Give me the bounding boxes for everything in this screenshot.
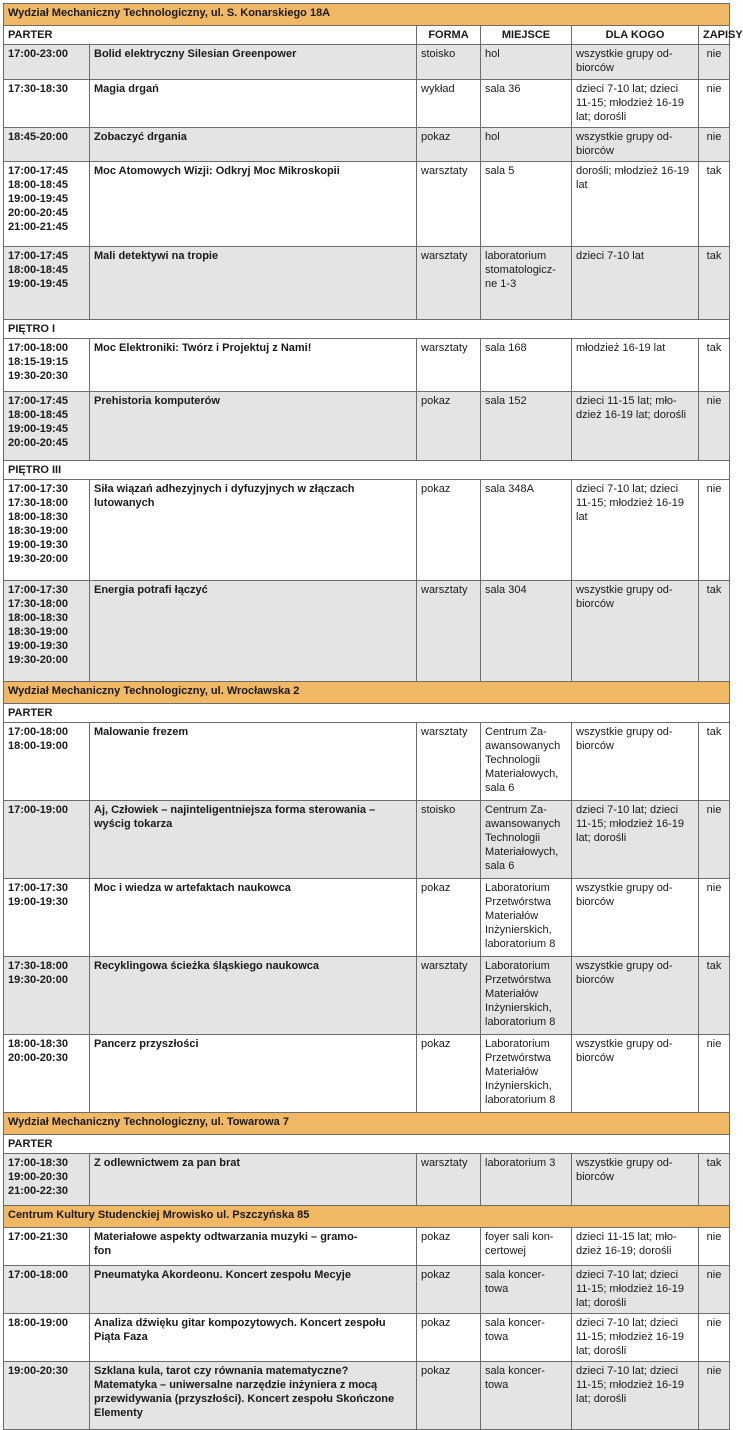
event-place: sala 348A bbox=[481, 480, 572, 581]
floor-header bbox=[4, 320, 730, 339]
event-place: laboratorium stomatologicz- ne 1-3 bbox=[481, 247, 572, 320]
event-row bbox=[4, 480, 730, 581]
event-title: Bolid elektryczny Silesian Greenpower bbox=[90, 45, 417, 80]
event-audience: młodzież 16-19 lat bbox=[572, 339, 699, 392]
section-header bbox=[4, 682, 730, 704]
event-audience: wszystkie grupy od- biorców bbox=[572, 45, 699, 80]
event-place: hol bbox=[481, 45, 572, 80]
event-audience: dzieci 7-10 lat; dzieci 11-15; młodzież 16-19 lat; dorośli bbox=[572, 80, 699, 128]
section-header bbox=[4, 1206, 730, 1228]
event-place: Centrum Za- awansowanych Technologii Materiałowych, sala 6 bbox=[481, 801, 572, 879]
floor-header bbox=[4, 704, 730, 723]
floor-title: PARTER bbox=[4, 704, 730, 723]
event-place: Centrum Za- awansowanych Technologii Materiałowych, sala 6 bbox=[481, 723, 572, 801]
event-audience: wszystkie grupy od- biorców bbox=[572, 1154, 699, 1206]
event-registration: tak bbox=[699, 162, 730, 247]
floor-title: PARTER bbox=[4, 26, 417, 45]
event-title: Zobaczyć drgania bbox=[90, 128, 417, 162]
event-form: pokaz bbox=[417, 1035, 481, 1113]
event-form: stoisko bbox=[417, 801, 481, 879]
event-title: Moc Elektroniki: Twórz i Projektuj z Nami! bbox=[90, 339, 417, 392]
event-title: Materiałowe aspekty odtwarzania muzyki – gramo- fon bbox=[90, 1228, 417, 1266]
column-header-registration: ZAPISY bbox=[699, 26, 730, 45]
event-row bbox=[4, 1314, 730, 1362]
section-header bbox=[4, 1113, 730, 1135]
event-form: warsztaty bbox=[417, 1154, 481, 1206]
event-title: Pneumatyka Akordeonu. Koncert zespołu Mecyje bbox=[90, 1266, 417, 1314]
event-time: 18:00-19:00 bbox=[4, 1314, 90, 1362]
floor-title: PARTER bbox=[4, 1135, 730, 1154]
event-title: Moc i wiedza w artefaktach naukowca bbox=[90, 879, 417, 957]
section-title: Wydział Mechaniczny Technologiczny, ul. Wrocławska 2 bbox=[4, 682, 730, 704]
event-audience: wszystkie grupy od- biorców bbox=[572, 879, 699, 957]
event-audience: dorośli; młodzież 16-19 lat bbox=[572, 162, 699, 247]
event-row bbox=[4, 247, 730, 320]
event-title: Mali detektywi na tropie bbox=[90, 247, 417, 320]
floor-title: PIĘTRO III bbox=[4, 461, 730, 480]
event-registration: nie bbox=[699, 80, 730, 128]
event-time: 17:30-18:00 19:30-20:00 bbox=[4, 957, 90, 1035]
event-place: hol bbox=[481, 128, 572, 162]
event-registration: nie bbox=[699, 801, 730, 879]
event-form: pokaz bbox=[417, 1314, 481, 1362]
event-audience: wszystkie grupy od- biorców bbox=[572, 957, 699, 1035]
event-form: pokaz bbox=[417, 128, 481, 162]
event-registration: tak bbox=[699, 1154, 730, 1206]
event-place: sala 152 bbox=[481, 392, 572, 461]
event-row bbox=[4, 1266, 730, 1314]
event-time: 17:00-17:45 18:00-18:45 19:00-19:45 20:00-20:45 bbox=[4, 392, 90, 461]
event-form: stoisko bbox=[417, 45, 481, 80]
event-time: 17:00-17:30 17:30-18:00 18:00-18:30 18:30-19:00 19:00-19:30 19:30-20:00 bbox=[4, 480, 90, 581]
event-row bbox=[4, 1035, 730, 1113]
event-form: warsztaty bbox=[417, 723, 481, 801]
event-audience: dzieci 7-10 lat; dzieci 11-15; młodzież 16-19 lat; dorośli bbox=[572, 1314, 699, 1362]
event-row bbox=[4, 339, 730, 392]
event-form: warsztaty bbox=[417, 581, 481, 682]
event-title: Magia drgań bbox=[90, 80, 417, 128]
event-place: sala 168 bbox=[481, 339, 572, 392]
event-row bbox=[4, 1362, 730, 1430]
event-audience: dzieci 7-10 lat; dzieci 11-15; młodzież 16-19 lat bbox=[572, 480, 699, 581]
event-row bbox=[4, 879, 730, 957]
event-row bbox=[4, 1154, 730, 1206]
event-title: Moc Atomowych Wizji: Odkryj Moc Mikroskopii bbox=[90, 162, 417, 247]
column-header-place: MIEJSCE bbox=[481, 26, 572, 45]
event-form: wykład bbox=[417, 80, 481, 128]
event-title: Energia potrafi łączyć bbox=[90, 581, 417, 682]
event-place: Laboratorium Przetwórstwa Materiałów Inżynierskich, laboratorium 8 bbox=[481, 879, 572, 957]
event-row bbox=[4, 392, 730, 461]
event-row bbox=[4, 1228, 730, 1266]
event-registration: nie bbox=[699, 1266, 730, 1314]
floor-header bbox=[4, 461, 730, 480]
event-time: 17:00-18:00 18:00-19:00 bbox=[4, 723, 90, 801]
event-row bbox=[4, 162, 730, 247]
event-row bbox=[4, 128, 730, 162]
event-audience: dzieci 11-15 lat; mło- dzież 16-19; dorośli bbox=[572, 1228, 699, 1266]
event-registration: nie bbox=[699, 879, 730, 957]
floor-header bbox=[4, 26, 730, 45]
event-title: Pancerz przyszłości bbox=[90, 1035, 417, 1113]
event-registration: nie bbox=[699, 480, 730, 581]
event-audience: wszystkie grupy od- biorców bbox=[572, 1035, 699, 1113]
event-registration: nie bbox=[699, 392, 730, 461]
event-audience: dzieci 7-10 lat; dzieci 11-15; młodzież 16-19 lat; dorośli bbox=[572, 1362, 699, 1430]
event-place: sala 36 bbox=[481, 80, 572, 128]
event-form: pokaz bbox=[417, 392, 481, 461]
event-row bbox=[4, 45, 730, 80]
schedule-body bbox=[4, 4, 743, 1430]
event-registration: nie bbox=[699, 1035, 730, 1113]
event-registration: tak bbox=[699, 247, 730, 320]
event-title: Prehistoria komputerów bbox=[90, 392, 417, 461]
section-title: Wydział Mechaniczny Technologiczny, ul. S. Konarskiego 18A bbox=[4, 4, 730, 26]
event-time: 17:00-18:00 18:15-19:15 19:30-20:30 bbox=[4, 339, 90, 392]
event-audience: dzieci 7-10 lat; dzieci 11-15; młodzież 16-19 lat; dorośli bbox=[572, 801, 699, 879]
event-registration: nie bbox=[699, 1362, 730, 1430]
event-place: Laboratorium Przetwórstwa Materiałów Inżynierskich, laboratorium 8 bbox=[481, 1035, 572, 1113]
event-time: 17:00-23:00 bbox=[4, 45, 90, 80]
event-time: 17:00-21:30 bbox=[4, 1228, 90, 1266]
event-title: Analiza dźwięku gitar kompozytowych. Koncert zespołu Piąta Faza bbox=[90, 1314, 417, 1362]
event-audience: dzieci 7-10 lat; dzieci 11-15; młodzież 16-19 lat; dorośli bbox=[572, 1266, 699, 1314]
event-row bbox=[4, 581, 730, 682]
event-registration: nie bbox=[699, 128, 730, 162]
event-time: 17:00-17:45 18:00-18:45 19:00-19:45 bbox=[4, 247, 90, 320]
event-time: 17:00-17:45 18:00-18:45 19:00-19:45 20:00-20:45 21:00-21:45 bbox=[4, 162, 90, 247]
event-time: 17:00-17:30 17:30-18:00 18:00-18:30 18:30-19:00 19:00-19:30 19:30-20:00 bbox=[4, 581, 90, 682]
event-time: 17:00-19:00 bbox=[4, 801, 90, 879]
event-audience: wszystkie grupy od- biorców bbox=[572, 723, 699, 801]
event-title: Z odlewnictwem za pan brat bbox=[90, 1154, 417, 1206]
event-registration: tak bbox=[699, 957, 730, 1035]
event-title: Recyklingowa ścieżka śląskiego naukowca bbox=[90, 957, 417, 1035]
event-audience: dzieci 7-10 lat bbox=[572, 247, 699, 320]
event-time: 17:00-18:30 19:00-20:30 21:00-22:30 bbox=[4, 1154, 90, 1206]
event-place: laboratorium 3 bbox=[481, 1154, 572, 1206]
event-form: warsztaty bbox=[417, 162, 481, 247]
event-time: 17:00-17:30 19:00-19:30 bbox=[4, 879, 90, 957]
event-form: pokaz bbox=[417, 480, 481, 581]
event-form: pokaz bbox=[417, 1266, 481, 1314]
event-registration: nie bbox=[699, 1228, 730, 1266]
event-title: Szklana kula, tarot czy równania matematyczne? Matematyka – uniwersalne narzędzie inżyniera z mocą przewidywania (przyszłości). Koncert zespołu Skończone Elementy bbox=[90, 1362, 417, 1430]
event-row bbox=[4, 957, 730, 1035]
section-title: Wydział Mechaniczny Technologiczny, ul. Towarowa 7 bbox=[4, 1113, 730, 1135]
event-place: sala koncer- towa bbox=[481, 1314, 572, 1362]
section-title: Centrum Kultury Studenckiej Mrowisko ul. Pszczyńska 85 bbox=[4, 1206, 730, 1228]
event-time: 17:00-18:00 bbox=[4, 1266, 90, 1314]
event-registration: tak bbox=[699, 723, 730, 801]
event-form: warsztaty bbox=[417, 957, 481, 1035]
event-time: 17:30-18:30 bbox=[4, 80, 90, 128]
event-registration: tak bbox=[699, 581, 730, 682]
floor-title: PIĘTRO I bbox=[4, 320, 730, 339]
event-registration: nie bbox=[699, 1314, 730, 1362]
event-place: sala 304 bbox=[481, 581, 572, 682]
event-time: 19:00-20:30 bbox=[4, 1362, 90, 1430]
schedule-table bbox=[3, 3, 743, 1430]
column-header-form: FORMA bbox=[417, 26, 481, 45]
column-header-audience: DLA KOGO bbox=[572, 26, 699, 45]
event-form: pokaz bbox=[417, 1362, 481, 1430]
event-form: warsztaty bbox=[417, 339, 481, 392]
event-form: warsztaty bbox=[417, 247, 481, 320]
section-header bbox=[4, 4, 730, 26]
event-place: Laboratorium Przetwórstwa Materiałów Inżynierskich, laboratorium 8 bbox=[481, 957, 572, 1035]
floor-header bbox=[4, 1135, 730, 1154]
event-title: Malowanie frezem bbox=[90, 723, 417, 801]
event-audience: wszystkie grupy od- biorców bbox=[572, 128, 699, 162]
event-place: sala koncer- towa bbox=[481, 1266, 572, 1314]
event-registration: tak bbox=[699, 339, 730, 392]
event-place: sala koncer- towa bbox=[481, 1362, 572, 1430]
event-audience: wszystkie grupy od- biorców bbox=[572, 581, 699, 682]
event-title: Aj, Człowiek – najinteligentniejsza forma sterowania – wyścig tokarza bbox=[90, 801, 417, 879]
event-audience: dzieci 11-15 lat; mło- dzież 16-19 lat; dorośli bbox=[572, 392, 699, 461]
event-place: foyer sali kon- certowej bbox=[481, 1228, 572, 1266]
event-time: 18:45-20:00 bbox=[4, 128, 90, 162]
event-place: sala 5 bbox=[481, 162, 572, 247]
event-row bbox=[4, 801, 730, 879]
event-registration: nie bbox=[699, 45, 730, 80]
event-form: pokaz bbox=[417, 1228, 481, 1266]
event-form: pokaz bbox=[417, 879, 481, 957]
event-time: 18:00-18:30 20:00-20:30 bbox=[4, 1035, 90, 1113]
event-title: Siła wiązań adhezyjnych i dyfuzyjnych w złączach lutowanych bbox=[90, 480, 417, 581]
event-row bbox=[4, 80, 730, 128]
event-row bbox=[4, 723, 730, 801]
